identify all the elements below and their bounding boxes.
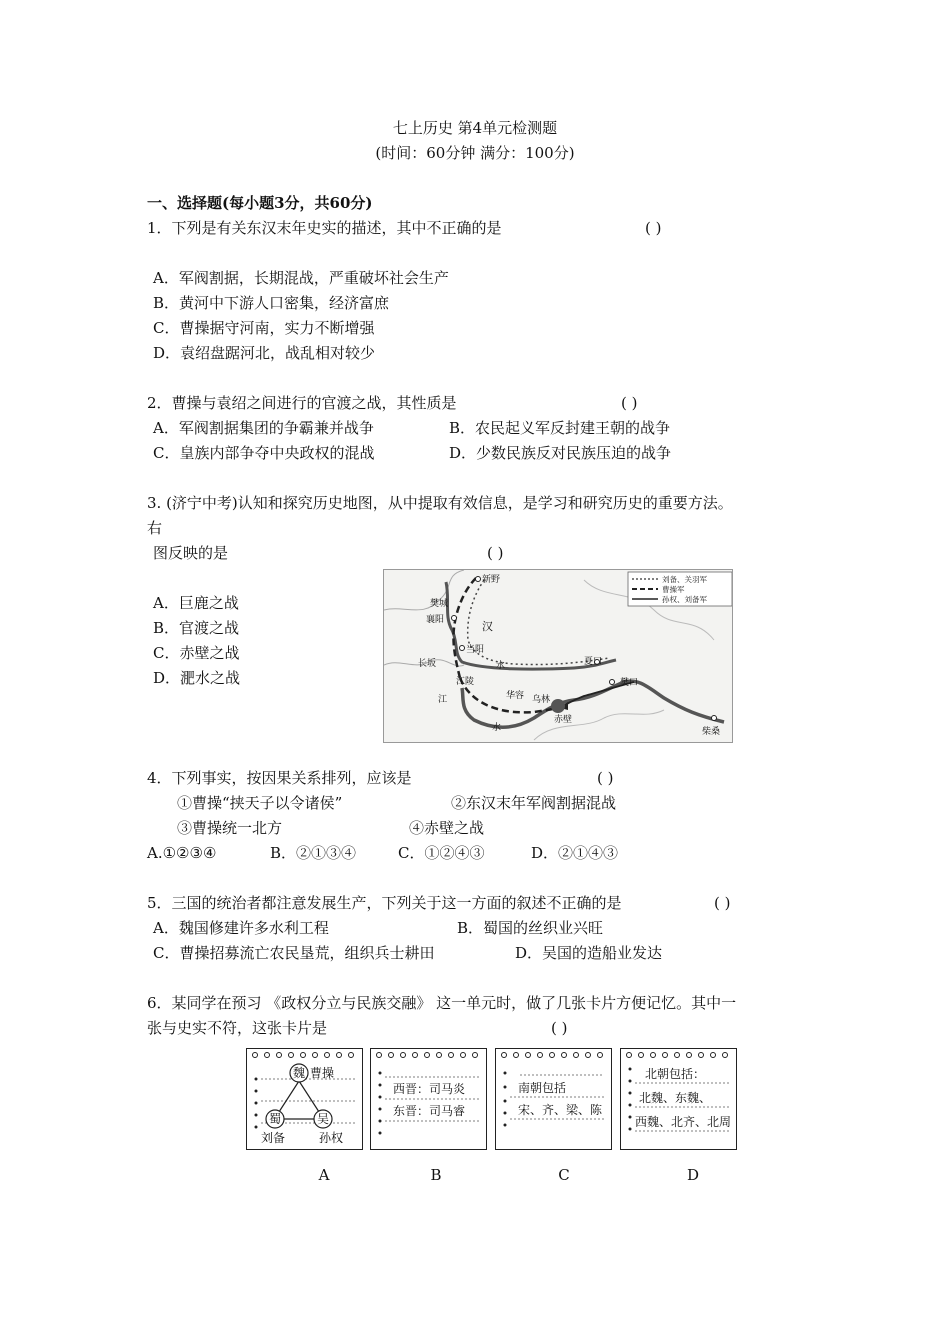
q1-stem: 1．下列是有关东汉末年史实的描述，其中不正确的是 bbox=[147, 219, 502, 237]
q5-option-b: B．蜀国的丝织业兴旺 bbox=[457, 919, 604, 937]
card-c bbox=[495, 1048, 612, 1150]
card-a-wu: 吴 bbox=[317, 1112, 330, 1126]
q5-option-c: C．曹操招募流亡农民垦荒，组织兵士耕田 bbox=[153, 944, 435, 962]
place-label-xinye: 新野 bbox=[482, 575, 501, 585]
q4-option-c: C．①②④③ bbox=[398, 844, 485, 862]
card-label-d: D bbox=[686, 1166, 700, 1184]
q3-stem-line1: 3. (济宁中考)认知和探究历史地图，从中提取有效信息，是学习和研究历史的重要方法。 bbox=[147, 494, 733, 512]
q6-answer-paren: ( ) bbox=[551, 1019, 568, 1037]
q6-stem-line1: 6．某同学在预习 《政权分立与民族交融》 这一单元时，做了几张卡片方便记忆。其中一 bbox=[147, 994, 737, 1012]
place-label-changban: 长坂 bbox=[418, 659, 437, 669]
q5-option-a: A．魏国修建许多水利工程 bbox=[153, 919, 329, 937]
card-a-sun: 孙权 bbox=[319, 1131, 344, 1145]
card-a-liu: 刘备 bbox=[261, 1131, 286, 1145]
place-label-chaisang: 柴桑 bbox=[702, 727, 721, 737]
card-b-line2: 东晋：司马睿 bbox=[393, 1104, 466, 1118]
place-label-wulin: 乌林 bbox=[532, 695, 551, 705]
place-dot bbox=[476, 577, 481, 582]
card-d-line2: 北魏、东魏、 bbox=[639, 1091, 712, 1105]
river-label-jiang: 江 bbox=[438, 695, 448, 705]
place-label-dangyang: 当阳 bbox=[466, 645, 485, 655]
q3-option-a: A．巨鹿之战 bbox=[153, 594, 239, 612]
q1-answer-paren: ( ) bbox=[645, 219, 662, 237]
card-c-line2: 宋、齐、梁、陈 bbox=[518, 1103, 603, 1117]
card-b-line1: 西晋：司马炎 bbox=[393, 1082, 466, 1096]
q4-option-a: A.①②③④ bbox=[147, 844, 217, 862]
q4-option-d: D．②①④③ bbox=[531, 844, 619, 862]
q2-stem: 2．曹操与袁绍之间进行的官渡之战，其性质是 bbox=[147, 394, 457, 412]
card-label-c: C bbox=[558, 1166, 570, 1184]
q6-stem-line2: 张与史实不符，这张卡片是 bbox=[147, 1019, 328, 1037]
place-label-huarong: 华容 bbox=[506, 691, 525, 701]
card-b bbox=[370, 1048, 487, 1150]
place-label-jiangling: 江陵 bbox=[456, 677, 475, 687]
river-label-jiang-shui: 水 bbox=[492, 723, 502, 733]
q4-option-b: B．②①③④ bbox=[270, 844, 357, 862]
q1-option-a: A．军阀割据，长期混战，严重破坏社会生产 bbox=[153, 269, 449, 287]
terrain-line bbox=[384, 570, 464, 610]
place-dot bbox=[610, 680, 615, 685]
q3-stem-line2: 右 bbox=[147, 519, 163, 537]
q1-option-c: C．曹操据守河南，实力不断增强 bbox=[153, 319, 375, 337]
section-heading: 一、选择题(每小题3分，共60分) bbox=[147, 194, 373, 212]
yangtze-river bbox=[462, 681, 724, 727]
q3-stem-line3: 图反映的是 bbox=[153, 544, 229, 562]
place-dot bbox=[712, 716, 717, 721]
legend-text-sun-liu: 孙权、刘备军 bbox=[662, 595, 707, 604]
q4-answer-paren: ( ) bbox=[597, 769, 614, 787]
place-label-xiakou: 夏口 bbox=[584, 657, 603, 667]
place-label-chibi: 赤壁 bbox=[554, 715, 573, 725]
q2-option-c: C．皇族内部争夺中央政权的混战 bbox=[153, 444, 375, 462]
q3-option-b: B．官渡之战 bbox=[153, 619, 240, 637]
river-label-han-shui: 水 bbox=[496, 661, 506, 671]
q2-option-d: D．少数民族反对民族压迫的战争 bbox=[449, 444, 672, 462]
q3-answer-paren: ( ) bbox=[487, 544, 504, 562]
q2-answer-paren: ( ) bbox=[621, 394, 638, 412]
place-label-xiangyang: 襄阳 bbox=[426, 615, 445, 625]
battle-site-marker bbox=[551, 699, 565, 713]
q5-stem: 5．三国的统治者都注意发展生产，下列关于这一方面的叙述不正确的是 bbox=[147, 894, 622, 912]
place-label-fancheng: 樊城 bbox=[430, 599, 449, 609]
q4-item-4: ④赤壁之战 bbox=[409, 819, 485, 837]
q2-option-a: A．军阀割据集团的争霸兼并战争 bbox=[153, 419, 374, 437]
card-label-a: A bbox=[318, 1166, 330, 1184]
q2-option-b: B．农民起义军反封建王朝的战争 bbox=[449, 419, 671, 437]
card-b-decor bbox=[371, 1049, 488, 1151]
q4-item-3: ③曹操统一北方 bbox=[177, 819, 283, 837]
card-a-shu: 蜀 bbox=[269, 1112, 282, 1126]
q5-option-d: D．吴国的造船业发达 bbox=[515, 944, 663, 962]
card-label-b: B bbox=[430, 1166, 442, 1184]
legend-text-cao: 曹操军 bbox=[662, 585, 685, 594]
card-a-wei: 魏 bbox=[293, 1066, 306, 1080]
card-d-line3: 西魏、北齐、北周 bbox=[635, 1115, 732, 1129]
legend-text-liu-guan: 刘备、关羽军 bbox=[662, 575, 707, 584]
card-c-line1: 南朝包括 bbox=[518, 1081, 567, 1095]
card-d bbox=[620, 1048, 737, 1150]
q4-item-2: ②东汉末年军阀割据混战 bbox=[451, 794, 617, 812]
q4-item-1: ①曹操“挟天子以令诸侯” bbox=[177, 794, 343, 812]
q3-option-d: D．淝水之战 bbox=[153, 669, 241, 687]
q4-stem: 4．下列事实，按因果关系排列，应该是 bbox=[147, 769, 412, 787]
q1-option-b: B．黄河中下游人口密集，经济富庶 bbox=[153, 294, 390, 312]
page-subtitle: (时间：60分钟 满分：100分) bbox=[375, 144, 575, 162]
card-d-line1: 北朝包括： bbox=[645, 1067, 706, 1081]
q3-option-c: C．赤壁之战 bbox=[153, 644, 240, 662]
page-title: 七上历史 第4单元检测题 bbox=[392, 119, 558, 137]
q1-option-d: D．袁绍盘踞河北，战乱相对较少 bbox=[153, 344, 376, 362]
card-a-cao: 曹操 bbox=[310, 1066, 335, 1080]
battle-map bbox=[383, 569, 733, 743]
place-dot bbox=[460, 646, 465, 651]
place-dot bbox=[452, 616, 457, 621]
card-a bbox=[246, 1048, 363, 1150]
river-label-han: 汉 bbox=[482, 620, 493, 633]
card-c-decor bbox=[496, 1049, 613, 1151]
place-label-fankou: 樊口 bbox=[620, 678, 639, 688]
battle-map-graphic bbox=[384, 570, 733, 743]
q5-answer-paren: ( ) bbox=[714, 894, 731, 912]
